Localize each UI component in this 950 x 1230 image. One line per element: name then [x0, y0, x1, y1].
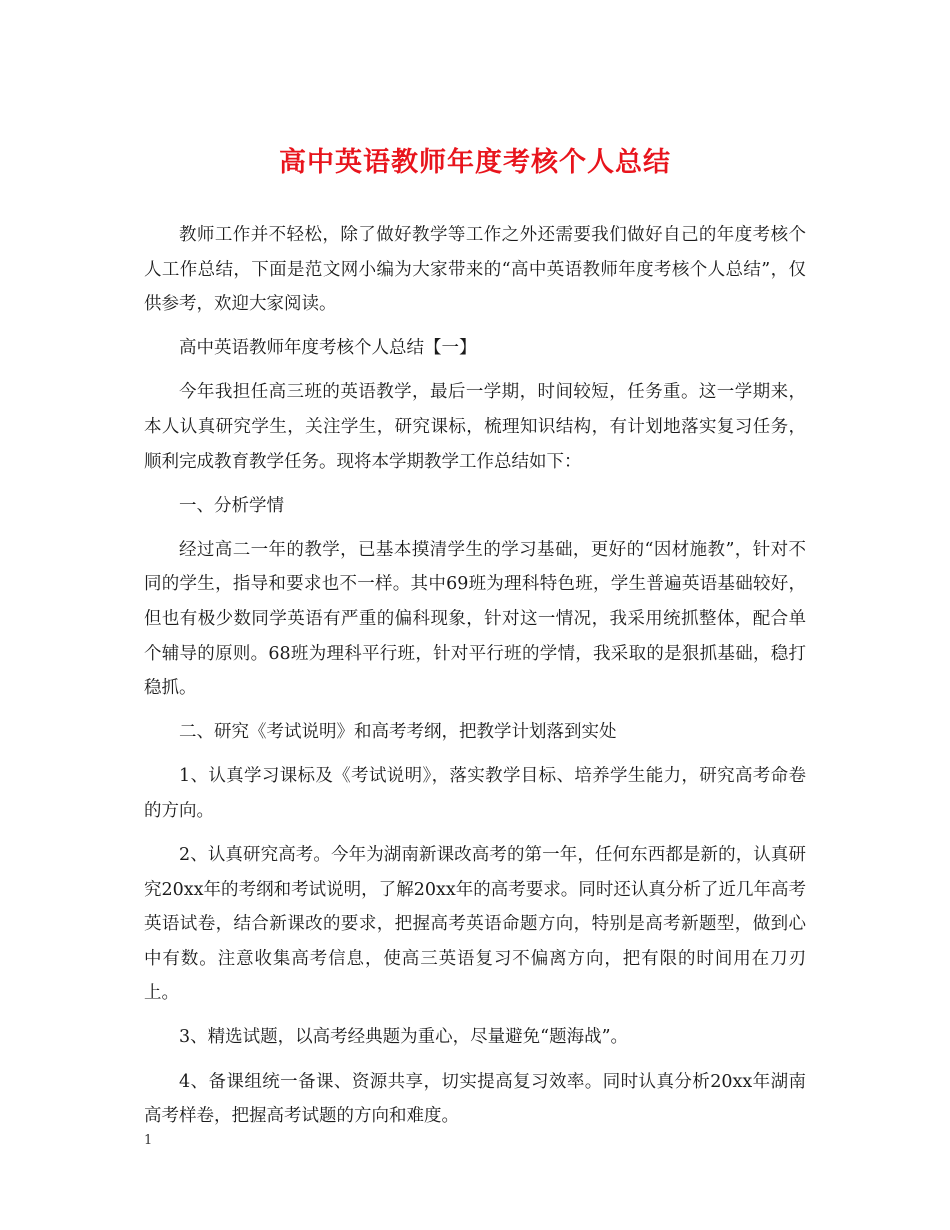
list-item-4: 4、备课组统一备课、资源共享，切实提高复习效率。同时认真分析20xx年湖南高考样卷，把握高考试题的方向和难度。	[144, 1071, 806, 1127]
paragraph-overview: 今年我担任高三班的英语教学，最后一学期，时间较短，任务重。这一学期来，本人认真研究学生，关注学生，研究课标，梳理知识结构，有计划地落实复习任务，顺利完成教育教学任务。现将本学期教学工作总结如下：	[144, 382, 806, 472]
section-heading-part-one: 高中英语教师年度考核个人总结【一】	[179, 338, 477, 359]
list-item-2: 2、认真研究高考。今年为湖南新课改高考的第一年，任何东西都是新的，认真研究20xx年的考纲和考试说明，了解20xx年的高考要求。同时还认真分析了近几年高考英语试卷，结合新课改的要求，把握高考英语命题方向，特别是高考新题型，做到心中有数。注意收集高考信息，使高三英语复习不偏离方向，把有限的时间用在刀刃上。	[144, 845, 806, 1004]
document-title: 高中英语教师年度考核个人总结	[279, 147, 671, 178]
document-body	[144, 218, 806, 1143]
page-number: 1	[144, 1133, 153, 1148]
list-item-3: 3、精选试题，以高考经典题为重心，尽量避免“题海战”。	[179, 1027, 629, 1048]
heading-study-exam-guide: 二、研究《考试说明》和高考考纲，把教学计划落到实处	[179, 722, 617, 743]
heading-analyze-students: 一、分析学情	[179, 495, 284, 516]
paragraph-intro: 教师工作并不轻松，除了做好教学等工作之外还需要我们做好自己的年度考核个人工作总结，下面是范文网小编为大家带来的“高中英语教师年度考核个人总结”，仅供参考，欢迎大家阅读。	[144, 225, 806, 315]
paragraph-student-analysis: 经过高二一年的教学，已基本摸清学生的学习基础，更好的“因材施教”，针对不同的学生，指导和要求也不一样。其中69班为理科特色班，学生普遍英语基础较好，但也有极少数同学英语有严重的偏科现象，针对这一情况，我采用统抓整体，配合单个辅导的原则。68班为理科平行班，针对平行班的学情，我采取的是狠抓基础，稳打稳抓。	[144, 539, 806, 699]
list-item-1: 1、认真学习课标及《考试说明》，落实教学目标、培养学生能力，研究高考命卷的方向。	[144, 766, 806, 821]
